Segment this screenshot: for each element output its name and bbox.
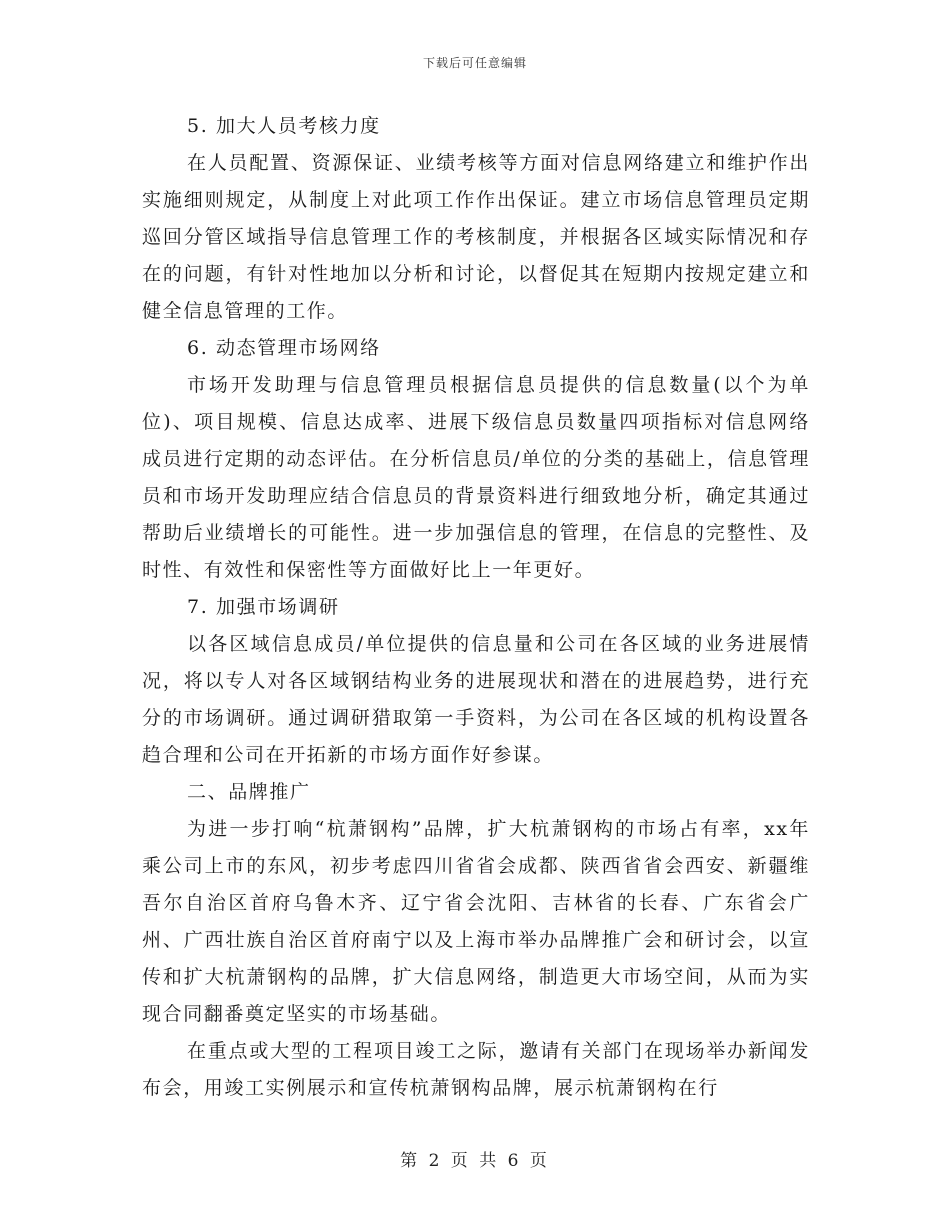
section-heading: 二、品牌推广 — [187, 781, 311, 803]
page-footer: 第 2 页 共 6 页 — [400, 1151, 550, 1171]
section-heading: 5. 加大人员考核力度 — [187, 115, 381, 137]
body-paragraph: 在重点或大型的工程项目竣工之际，邀请有关部门在现场举办新闻发布会，用竣工实例展示和宣传杭萧钢构品牌，展示杭萧钢构在行 — [142, 1040, 810, 1099]
document-body — [142, 108, 810, 1107]
body-paragraph: 以各区域信息成员/单位提供的信息量和公司在各区域的业务进展情况，将以专人对各区域钢结构业务的进展现状和潜在的进展趋势，进行充分的市场调研。通过调研猎取第一手资料，为公司在各区域的机构设置各趋合理和公司在开拓新的市场方面作好参谋。 — [142, 633, 810, 766]
section-heading: 6. 动态管理市场网络 — [187, 337, 381, 359]
body-paragraph: 为进一步打响“杭萧钢构”品牌，扩大杭萧钢构的市场占有率，xx年乘公司上市的东风，初步考虑四川省省会成都、陕西省省会西安、新疆维吾尔自治区首府乌鲁木齐、辽宁省会沈阳、吉林省的长春、广东省会广州、广西壮族自治区首府南宁以及上海市举办品牌推广会和研讨会，以宣传和扩大杭萧钢构的品牌，扩大信息网络，制造更大市场空间，从而为实现合同翻番奠定坚实的市场基础。 — [142, 818, 810, 1025]
body-paragraph: 市场开发助理与信息管理员根据信息员提供的信息数量(以个为单位)、项目规模、信息达成率、进展下级信息员数量四项指标对信息网络成员进行定期的动态评估。在分析信息员/单位的分类的基础上，信息管理员和市场开发助理应结合信息员的背景资料进行细致地分析，确定其通过帮助后业绩增长的可能性。进一步加强信息的管理，在信息的完整性、及时性、有效性和保密性等方面做好比上一年更好。 — [142, 374, 810, 581]
section-heading: 7. 加强市场调研 — [187, 596, 340, 618]
page-header: 下载后可任意编辑 — [422, 56, 527, 70]
body-paragraph: 在人员配置、资源保证、业绩考核等方面对信息网络建立和维护作出实施细则规定，从制度上对此项工作作出保证。建立市场信息管理员定期巡回分管区域指导信息管理工作的考核制度，并根据各区域实际情况和存在的问题，有针对性地加以分析和讨论，以督促其在短期内按规定建立和健全信息管理的工作。 — [142, 152, 810, 322]
